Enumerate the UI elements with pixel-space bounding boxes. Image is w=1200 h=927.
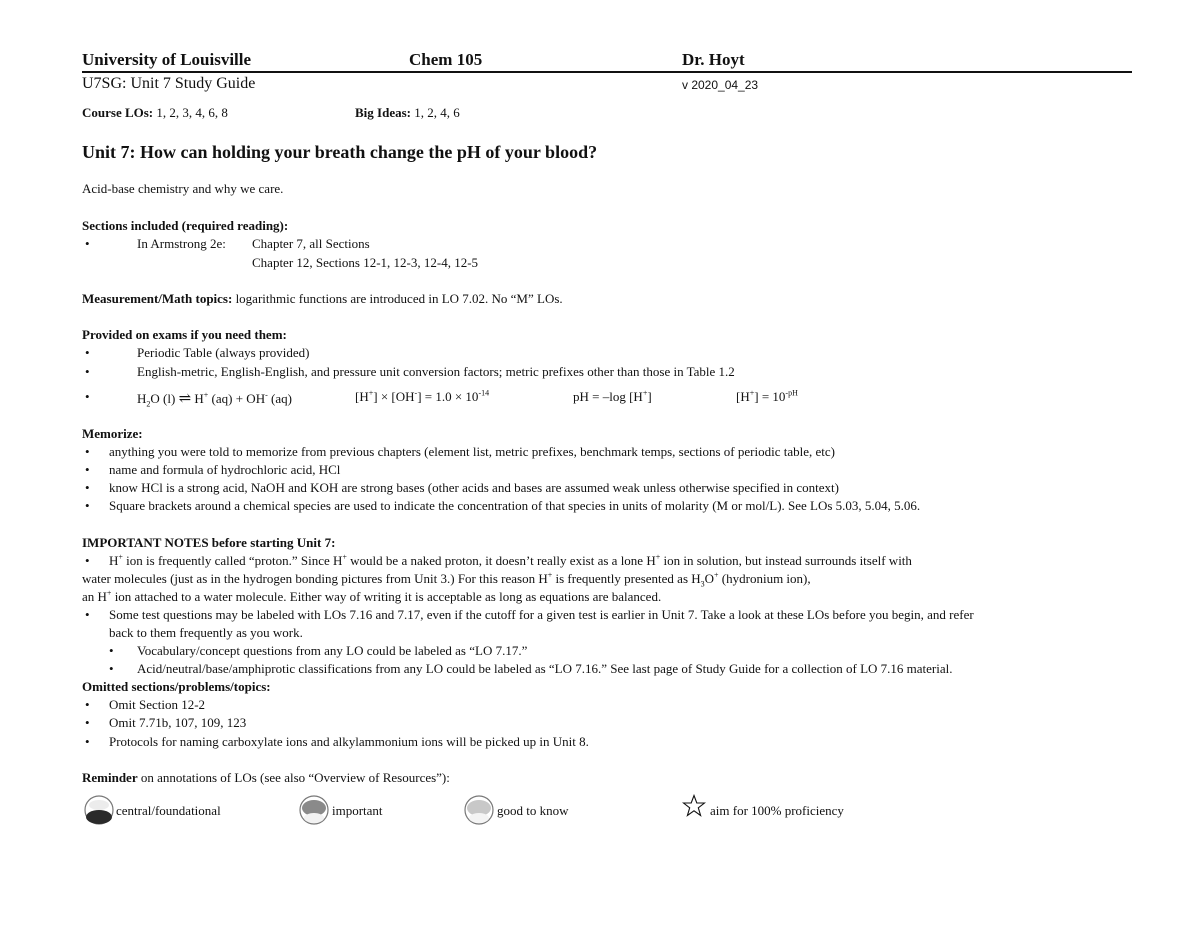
notes-paragraph-line-1: H+ ion is frequently called “proton.” Since H+ would be a naked proton, it doesn’t really exist as a lone H+ ion in solution, but instead surrounds itself with [109,552,912,568]
reminder [82,770,450,786]
memorize-item-2: name and formula of hydrochloric acid, HCl [109,462,341,477]
provided-heading: Provided on exams if you need them: [82,327,287,342]
omitted-item-3: Protocols for naming carboxylate ions and alkylammonium ions will be picked up in Unit 8. [109,734,589,749]
course-los-value: 1, 2, 3, 4, 6, 8 [156,105,228,120]
legend-label-important: important [332,803,383,818]
kw-equation: $[H^+] \times [OH^-] = 1.0 \times 10^{-14}$ [355,388,490,404]
bullet: • [109,643,114,658]
ph-equation: pH = –log [H+] [573,388,652,404]
reminder-label: Reminder [82,770,138,785]
sections-heading: Sections included (required reading): [82,218,289,233]
big-ideas [355,105,460,121]
omitted-heading: Omitted sections/problems/topics: [82,679,271,694]
circle-gray-top-icon [298,794,330,826]
notes-sub-item-1: Vocabulary/concept questions from any LO could be labeled as “LO 7.17.” [137,643,528,658]
notes-bullet-2-line-1: Some test questions may be labeled with LOs 7.16 and 7.17, even if the cutoff for a given test is earlier in Unit 7. Take a look at these LOs before you begin, and refer [109,607,974,622]
notes-paragraph-line-3: an H+ ion attached to a water molecule. Either way of writing it is acceptable as long as equations are balanced. [82,588,662,604]
provided-item-1: Periodic Table (always provided) [137,345,310,360]
memorize-item-3: know HCl is a strong acid, NaOH and KOH are strong bases (other acids and bases are assumed weak unless otherwise specified in context) [109,480,839,495]
bullet: • [109,661,114,676]
big-ideas-value: 1, 2, 4, 6 [414,105,460,120]
big-ideas-label: Big Ideas: [355,105,411,120]
memorize-item-4: Square brackets around a chemical species are used to indicate the concentration of that species in units of molarity (M or mol/L). See LOs 5.03, 5.04, 5.06. [109,498,921,513]
circle-light-icon [463,794,495,826]
course-los-label: Course LOs: [82,105,154,120]
legend-label-good-to-know: good to know [497,803,569,818]
math-label: Measurement/Math topics: [82,291,233,306]
unit-title: Unit 7: How can holding your breath change the pH of your blood? [82,142,598,162]
equilibrium-arrow-icon: ⇌ [178,391,192,407]
bullet: • [85,462,90,477]
sections-source: In Armstrong 2e: [137,236,226,251]
memorize-item-1: anything you were told to memorize from previous chapters (element list, metric prefixes, benchmark temps, sections of periodic table, etc) [109,444,835,459]
provided-item-2: English-metric, English-English, and pressure unit conversion factors; metric prefixes other than those in Table 1.2 [137,364,735,379]
bullet: • [85,697,90,712]
legend-label-central: central/foundational [116,803,221,818]
bullet: • [85,389,90,404]
h-concentration-equation: $[H^+] = 10^{-pH}$ [736,388,798,404]
bullet: • [85,734,90,749]
university-name: University of Louisville [82,50,252,69]
sections-line-1: Chapter 7, all Sections [252,236,370,251]
water-equilibrium-equation: $H_2O$ (l) ⇌ H+ (aq) + OH- (aq) [137,390,292,409]
circle-dark-bottom-icon [83,794,115,826]
legend-label-proficiency: aim for 100% proficiency [710,803,844,818]
notes-paragraph-line-2: water molecules (just as in the hydrogen bonding pictures from Unit 3.) For this reason H+ is frequently presented as $H_3O^+$ (hydronium ion), [82,570,811,589]
bullet: • [85,498,90,513]
intro-text: Acid-base chemistry and why we care. [82,181,284,196]
bullet: • [85,236,90,251]
bullet: • [85,444,90,459]
course-los [82,105,228,121]
math-topics [82,291,563,307]
version-label: v 2020_04_23 [682,78,759,92]
header-rule [82,71,1132,73]
bullet: • [85,715,90,730]
instructor-name: Dr. Hoyt [682,50,745,69]
guide-title: U7SG: Unit 7 Study Guide [82,75,256,92]
reminder-text: on annotations of LOs (see also “Overview of Resources”): [140,770,450,785]
star-outline-icon [682,794,706,818]
math-text: logarithmic functions are introduced in LO 7.02. No “M” LOs. [235,291,563,306]
course-name: Chem 105 [409,50,483,69]
bullet: • [85,607,90,622]
bullet: • [85,553,90,568]
bullet: • [85,364,90,379]
omitted-item-2: Omit 7.71b, 107, 109, 123 [109,715,247,730]
notes-heading: IMPORTANT NOTES before starting Unit 7: [82,535,336,550]
notes-bullet-2-line-2: back to them frequently as you work. [109,625,303,640]
omitted-item-1: Omit Section 12-2 [109,697,206,712]
notes-sub-item-2: Acid/neutral/base/amphiprotic classifications from any LO could be labeled as “LO 7.16.” See last page of Study Guide for a collection of LO 7.16 material. [137,661,953,676]
sections-line-2: Chapter 12, Sections 12-1, 12-3, 12-4, 12-5 [252,255,479,270]
bullet: • [85,480,90,495]
bullet: • [85,345,90,360]
memorize-heading: Memorize: [82,426,143,441]
